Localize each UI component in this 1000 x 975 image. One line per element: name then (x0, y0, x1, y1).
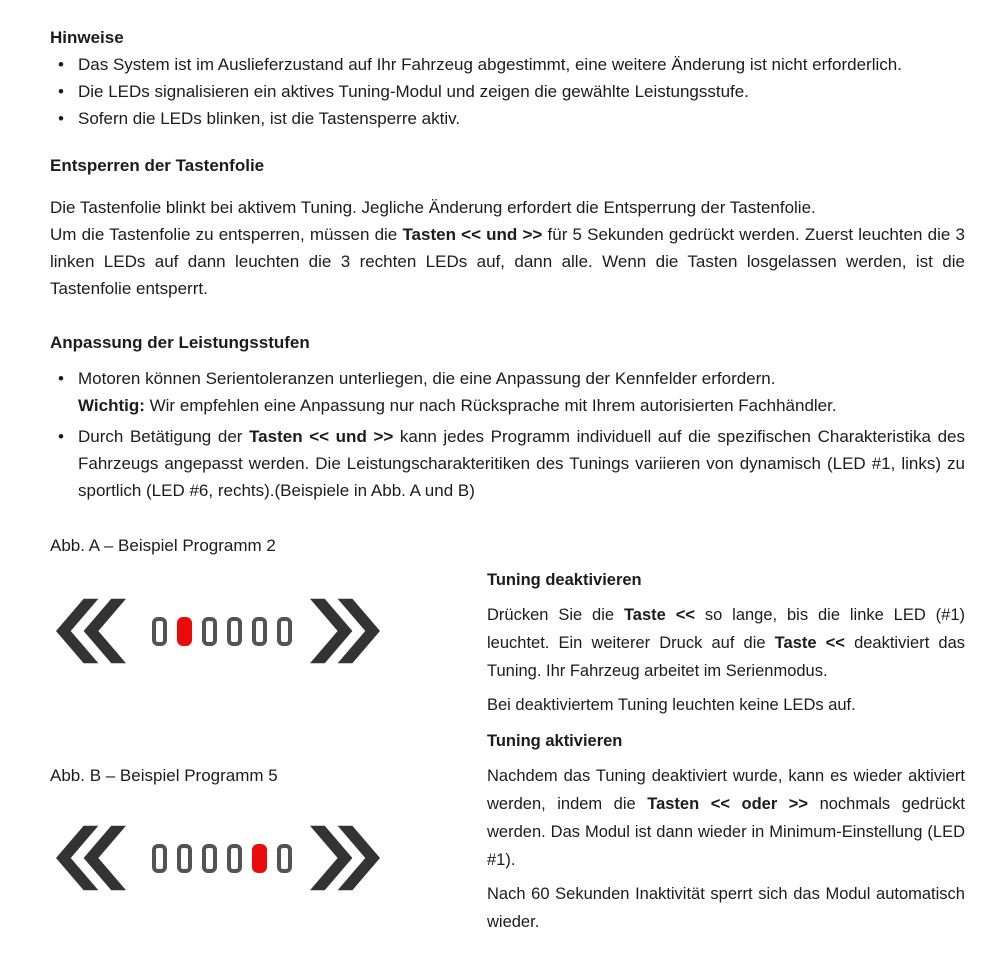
aktivieren-paragraph-1 (487, 762, 965, 874)
bullet-item (50, 105, 965, 132)
anpassung-bullet-2 (50, 423, 965, 504)
led-off (202, 844, 217, 873)
led-on (252, 844, 267, 873)
text-segment: deaktiviert das Tuning. Ihr Fahrzeug arbeitet im Serienmodus. (487, 634, 965, 680)
bullet-item (50, 51, 965, 78)
section-anpassung (50, 329, 965, 504)
led-off (227, 617, 242, 646)
bullet-item (50, 78, 965, 105)
deaktivieren-paragraph-1 (487, 601, 965, 685)
double-chevron-right-icon (310, 596, 380, 666)
text-segment: Nachdem das Tuning deaktiviert wurde, kann es wieder aktiviert werden, indem die (487, 767, 965, 813)
led-off (202, 617, 217, 646)
anpassung-bullet-list (50, 365, 965, 504)
led-off (152, 844, 167, 873)
text-segment: nochmals gedrückt werden. Das Modul ist dann wieder in Minimum-Einstellung (LED #1). (487, 795, 965, 869)
bottom-area (50, 532, 965, 936)
bullet-marker: • (58, 369, 64, 388)
led-off (252, 617, 267, 646)
led-strip (152, 617, 292, 646)
bullet-text: Motoren können Serientoleranzen unterliegen, die eine Anpassung der Kennfelder erfordern. (78, 369, 776, 388)
led-on (177, 617, 192, 646)
heading-entsperren: Entsperren der Tastenfolie (50, 156, 265, 175)
anpassung-bullet-1 (50, 365, 965, 419)
aktivieren-paragraph-2: Nach 60 Sekunden Inaktivität sperrt sich das Modul automatisch wieder. (487, 885, 965, 931)
heading-tuning-aktivieren: Tuning aktivieren (487, 732, 623, 750)
bold-text-segment: Tasten << oder >> (647, 795, 809, 813)
led-off (152, 617, 167, 646)
bold-text-segment: Taste << (774, 634, 845, 652)
led-off (277, 844, 292, 873)
heading-anpassung: Anpassung der Leistungsstufen (50, 333, 310, 352)
figure-b (56, 823, 487, 893)
text-segment: so lange, bis die linke LED (#1) leuchtet. Ein weiterer Druck auf die (487, 606, 966, 652)
bullet-text: Das System ist im Auslieferzustand auf Ihr Fahrzeug abgestimmt, eine weitere Änderung ist nicht erforderlich. (78, 55, 902, 74)
bold-text-segment: Wichtig: (78, 396, 145, 415)
hinweise-bullet-list (50, 51, 965, 132)
entsperren-paragraph (50, 221, 965, 302)
double-chevron-right-icon (310, 823, 380, 893)
double-chevron-left-icon (56, 596, 126, 666)
text-segment: kann jedes Programm individuell auf die spezifischen Charakteristika des Fahrzeugs angepasst werden. Die Leistungscharakteritiken des Tunings variieren von dynamisch (LED #1, links) zu sportlich (LED #6, rechts).(Beispiele in Abb. A und B) (78, 427, 965, 500)
section-entsperren (50, 152, 965, 302)
heading-tuning-deaktivieren: Tuning deaktivieren (487, 571, 642, 589)
led-off (227, 844, 242, 873)
bullet-text: Sofern die LEDs blinken, ist die Tastensperre aktiv. (78, 109, 461, 128)
deaktivieren-paragraph-2: Bei deaktiviertem Tuning leuchten keine LEDs auf. (487, 696, 856, 714)
double-chevron-left-icon (56, 823, 126, 893)
bold-text-segment: Tasten << und >> (249, 427, 394, 446)
figures-column (50, 532, 487, 936)
caption-figure-b: Abb. B – Beispiel Programm 5 (50, 766, 278, 785)
bullet-marker: • (58, 427, 64, 446)
bullet-marker: • (58, 82, 64, 101)
caption-figure-a: Abb. A – Beispiel Programm 2 (50, 536, 276, 555)
bullet-marker: • (58, 55, 64, 74)
bold-text-segment: Tasten << und >> (402, 225, 543, 244)
text-segment: für 5 Sekunden gedrückt werden. Zuerst leuchten die 3 linken LEDs auf dann leuchten die 3 rechten LEDs auf, dann alle. Wenn die Tasten losgelassen werden, ist die Tastenfolie entsperrt. (50, 225, 965, 298)
text-segment: Wir empfehlen eine Anpassung nur nach Rücksprache mit Ihrem autorisierten Fachhändler. (144, 396, 837, 415)
led-strip (152, 844, 292, 873)
led-off (177, 844, 192, 873)
heading-hinweise: Hinweise (50, 28, 124, 47)
section-hinweise (50, 24, 965, 132)
text-segment: Durch Betätigung der (78, 427, 250, 446)
text-segment: Um die Tastenfolie zu entsperren, müssen die (50, 225, 403, 244)
led-off (277, 617, 292, 646)
bullet-marker: • (58, 109, 64, 128)
text-segment: Drücken Sie die (487, 606, 624, 624)
figure-a (56, 596, 487, 666)
bullet-text: Die LEDs signalisieren ein aktives Tuning-Modul und zeigen die gewählte Leistungsstufe. (78, 82, 749, 101)
entsperren-intro-line: Die Tastenfolie blinkt bei aktivem Tuning. Jegliche Änderung erfordert die Entsperrung der Tastenfolie. (50, 198, 816, 217)
tuning-column (487, 532, 965, 936)
bold-text-segment: Taste << (623, 606, 695, 624)
